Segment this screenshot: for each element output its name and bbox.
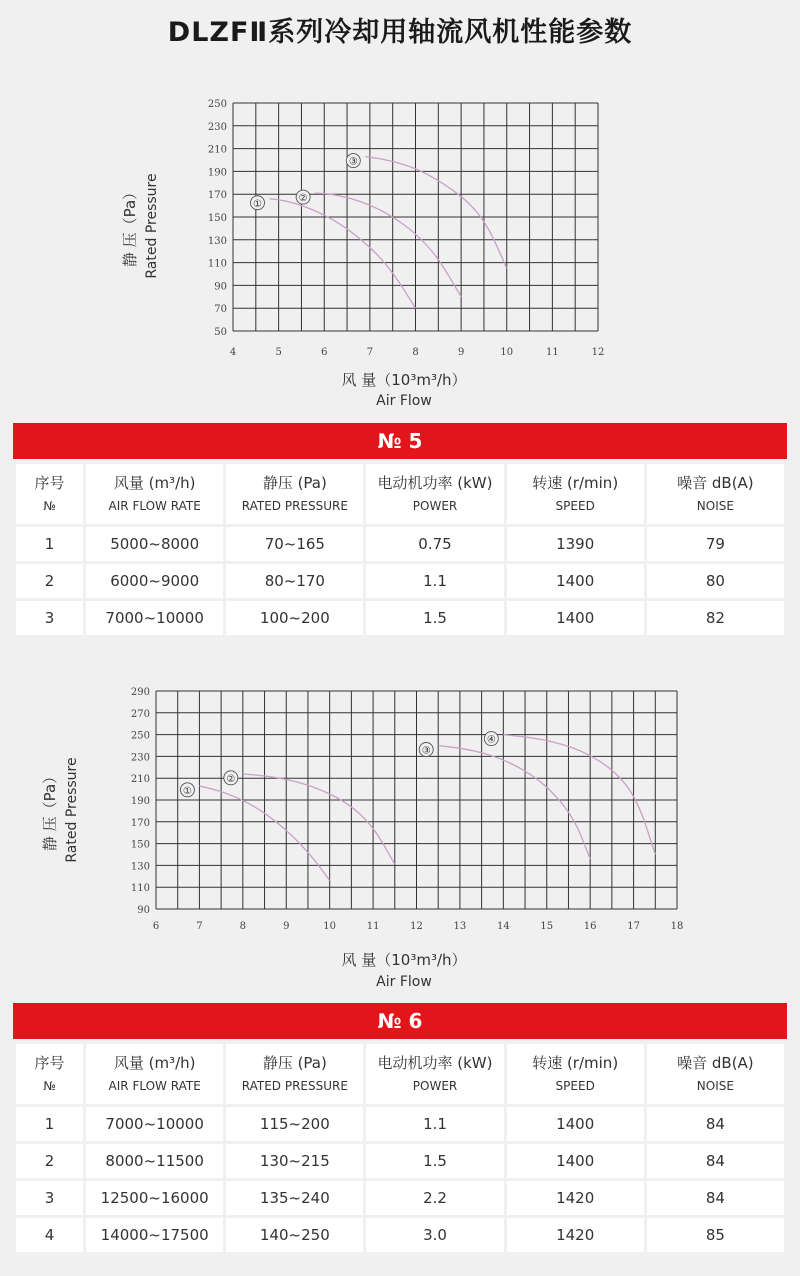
table-header-row (16, 1044, 784, 1104)
cell-no: 3 (16, 601, 83, 635)
series-marker-label: ① (253, 198, 262, 210)
cell-no: 1 (16, 1107, 83, 1141)
x-tick-label: 17 (627, 921, 640, 932)
x-axis-title-en: Air Flow (376, 393, 432, 409)
cell-pressure: 100~200 (226, 601, 363, 635)
cell-no: 2 (16, 564, 83, 598)
cell-pressure: 80~170 (226, 564, 363, 598)
y-axis-title-en: Rated Pressure (64, 757, 80, 863)
y-tick-label: 90 (214, 281, 227, 293)
x-tick-label: 10 (500, 347, 514, 358)
x-axis-title-en: Air Flow (376, 974, 432, 990)
header-speed: 转速 (r/min) SPEED (507, 464, 644, 524)
header-air-flow: 风量 (m³/h) AIR FLOW RATE (86, 1044, 223, 1104)
performance-chart-no6 (0, 660, 800, 1000)
cell-noise: 80 (647, 564, 784, 598)
y-tick-label: 170 (130, 817, 150, 829)
x-tick-label: 11 (546, 347, 559, 358)
cell-speed: 1420 (507, 1218, 644, 1252)
cell-pressure: 135~240 (226, 1181, 363, 1215)
table-row (16, 1107, 784, 1141)
y-tick-label: 110 (207, 258, 227, 270)
tick-labels (131, 687, 683, 932)
x-tick-label: 11 (366, 921, 380, 932)
cell-speed: 1400 (507, 564, 644, 598)
y-tick-label: 150 (130, 839, 150, 851)
cell-power: 1.5 (366, 601, 503, 635)
cell-speed: 1390 (507, 527, 644, 561)
cell-air-flow: 8000~11500 (86, 1144, 223, 1178)
x-tick-label: 7 (366, 347, 374, 358)
y-tick-label: 250 (130, 730, 150, 742)
table-row (16, 564, 784, 598)
x-tick-label: 6 (152, 921, 160, 932)
cell-no: 4 (16, 1218, 83, 1252)
cell-air-flow: 12500~16000 (86, 1181, 223, 1215)
table-row (16, 1181, 784, 1215)
y-tick-label: 190 (207, 167, 227, 179)
series-curve (315, 193, 461, 297)
curve-markers (251, 154, 361, 210)
y-axis-title-cn: 静 压（Pa） (41, 768, 59, 852)
curve-markers (180, 732, 498, 797)
cell-pressure: 130~215 (226, 1144, 363, 1178)
cell-no: 3 (16, 1181, 83, 1215)
x-tick-label: 7 (196, 921, 203, 932)
series-curve (438, 746, 590, 859)
x-tick-label: 8 (412, 347, 419, 358)
cell-power: 0.75 (366, 527, 503, 561)
cell-speed: 1400 (507, 1107, 644, 1141)
y-tick-label: 270 (130, 708, 150, 720)
cell-pressure: 70~165 (226, 527, 363, 561)
y-tick-label: 230 (207, 121, 227, 133)
grid (156, 691, 677, 909)
cell-speed: 1400 (507, 601, 644, 635)
x-axis-title-cn: 风 量（10³m³/h） (341, 951, 467, 969)
performance-chart-no5 (0, 0, 800, 420)
cell-power: 3.0 (366, 1218, 503, 1252)
y-tick-label: 50 (214, 327, 227, 338)
model-banner-no6: № 6 (13, 1003, 787, 1039)
header-air-flow: 风量 (m³/h) AIR FLOW RATE (86, 464, 223, 524)
table-row (16, 1144, 784, 1178)
header-pressure: 静压 (Pa) RATED PRESSURE (226, 464, 363, 524)
y-tick-label: 130 (207, 235, 227, 247)
header-noise: 噪音 dB(A) NOISE (647, 464, 784, 524)
header-no: 序号 № (16, 1044, 83, 1104)
header-pressure: 静压 (Pa) RATED PRESSURE (226, 1044, 363, 1104)
series-marker-label: ① (182, 785, 192, 797)
y-tick-label: 170 (207, 190, 227, 202)
cell-no: 2 (16, 1144, 83, 1178)
header-speed: 转速 (r/min) SPEED (507, 1044, 644, 1104)
cell-noise: 84 (647, 1107, 784, 1141)
y-tick-label: 70 (214, 304, 227, 316)
y-tick-label: 250 (207, 99, 227, 110)
cell-power: 2.2 (366, 1181, 503, 1215)
x-tick-label: 9 (283, 921, 290, 932)
cell-noise: 79 (647, 527, 784, 561)
grid (233, 103, 598, 331)
cell-no: 1 (16, 527, 83, 561)
x-tick-label: 9 (457, 347, 465, 358)
cell-pressure: 115~200 (226, 1107, 363, 1141)
header-noise: 噪音 dB(A) NOISE (647, 1044, 784, 1104)
spec-table-no5 (13, 461, 787, 638)
y-tick-label: 210 (207, 144, 227, 156)
cell-air-flow: 7000~10000 (86, 1107, 223, 1141)
cell-air-flow: 5000~8000 (86, 527, 223, 561)
y-tick-label: 110 (130, 883, 150, 895)
model-banner-no5: № 5 (13, 423, 787, 459)
axis-titles (41, 757, 467, 990)
series-marker-label: ② (226, 773, 236, 785)
series-curve (365, 157, 506, 269)
y-tick-label: 190 (130, 796, 150, 807)
cell-power: 1.1 (366, 1107, 503, 1141)
table-row (16, 527, 784, 561)
cell-noise: 82 (647, 601, 784, 635)
x-tick-label: 6 (321, 347, 328, 358)
tick-labels (208, 99, 604, 358)
y-axis-title-en: Rated Pressure (144, 173, 160, 279)
series-curve (503, 735, 655, 855)
x-axis-title-cn: 风 量（10³m³/h） (341, 371, 467, 389)
y-tick-label: 210 (130, 774, 150, 786)
x-tick-label: 4 (229, 347, 237, 358)
cell-air-flow: 6000~9000 (86, 564, 223, 598)
cell-speed: 1420 (507, 1181, 644, 1215)
cell-noise: 84 (647, 1144, 784, 1178)
cell-power: 1.1 (366, 564, 503, 598)
x-tick-label: 10 (323, 921, 337, 932)
cell-speed: 1400 (507, 1144, 644, 1178)
axis-titles (121, 173, 467, 409)
header-power: 电动机功率 (kW) POWER (366, 1044, 503, 1104)
series-marker-label: ② (298, 193, 308, 205)
x-tick-label: 18 (670, 921, 684, 932)
series-marker-label: ③ (348, 156, 358, 168)
y-tick-label: 90 (137, 905, 150, 916)
y-tick-label: 150 (207, 213, 227, 224)
x-tick-label: 15 (540, 921, 554, 932)
cell-pressure: 140~250 (226, 1218, 363, 1252)
series-curve (270, 199, 416, 308)
y-tick-label: 290 (130, 687, 150, 698)
cell-power: 1.5 (366, 1144, 503, 1178)
table-row (16, 601, 784, 635)
cell-air-flow: 14000~17500 (86, 1218, 223, 1252)
header-no: 序号 № (16, 464, 83, 524)
x-tick-label: 16 (583, 921, 597, 932)
series-marker-label: ④ (486, 734, 496, 746)
x-tick-label: 12 (591, 347, 605, 358)
header-power: 电动机功率 (kW) POWER (366, 464, 503, 524)
cell-noise: 85 (647, 1218, 784, 1252)
y-tick-label: 130 (130, 861, 150, 873)
y-axis-title-cn: 静 压（Pa） (121, 184, 139, 268)
x-tick-label: 14 (496, 921, 510, 932)
x-tick-label: 13 (453, 921, 467, 932)
series-marker-label: ③ (421, 745, 431, 757)
spec-table-no6 (13, 1041, 787, 1255)
page-title: DLZFⅡ系列冷却用轴流风机性能参数 (167, 17, 633, 48)
cell-air-flow: 7000~10000 (86, 601, 223, 635)
cell-noise: 84 (647, 1181, 784, 1215)
y-tick-label: 230 (130, 752, 150, 764)
series-curve (243, 774, 395, 864)
table-row (16, 1218, 784, 1252)
x-tick-label: 12 (410, 921, 423, 932)
x-tick-label: 8 (239, 921, 247, 932)
table-header-row (16, 464, 784, 524)
x-tick-label: 5 (275, 347, 282, 358)
